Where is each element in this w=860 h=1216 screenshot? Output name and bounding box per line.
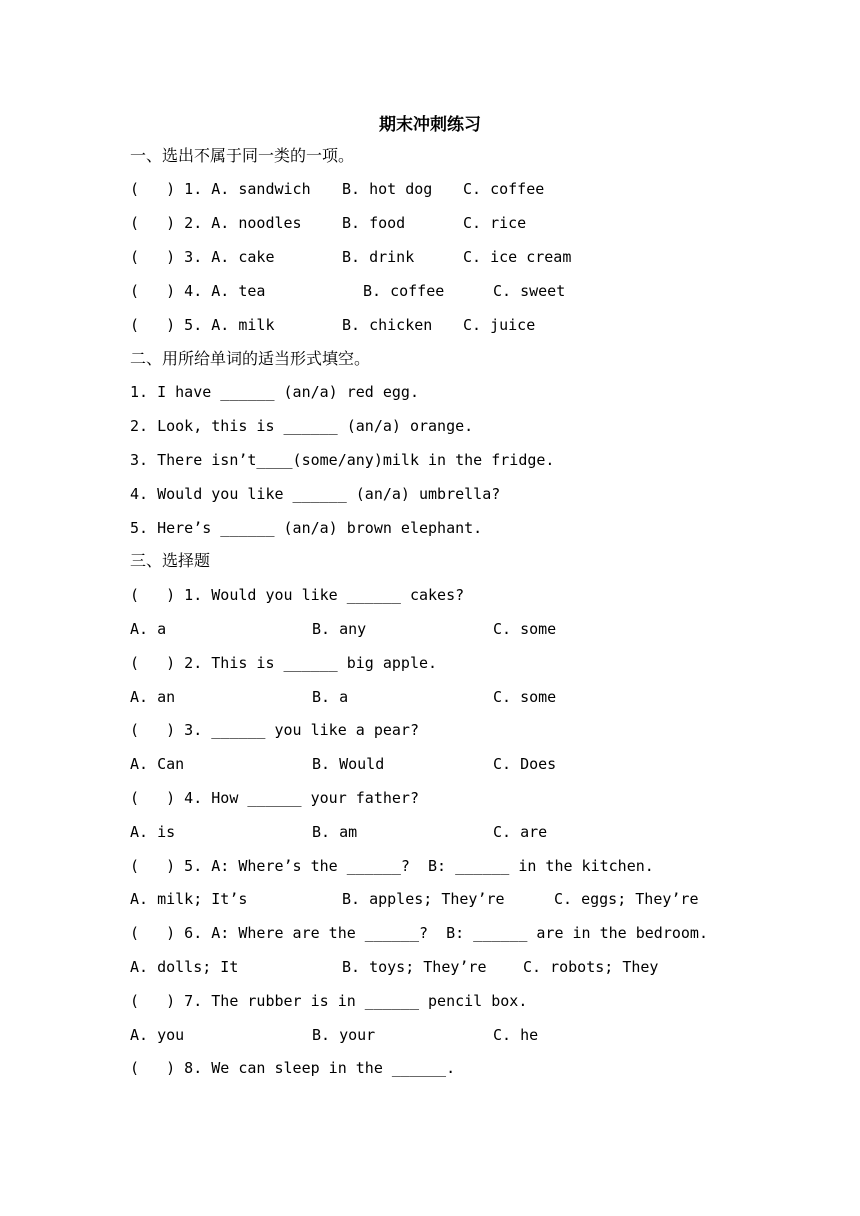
section2-item-3: 3. There isn’t____(some/any)milk in the fridge. [130, 451, 555, 469]
section1-item-4 [130, 280, 566, 302]
section3-question-3: ( ) 3. ______ you like a pear? [130, 721, 419, 739]
section1-heading: 一、选出不属于同一类的一项。 [130, 146, 355, 165]
option-b: B. hot dog [342, 180, 433, 198]
option-c: C. juice [463, 316, 536, 334]
option-c: C. coffee [463, 180, 545, 198]
section2-heading: 二、用所给单词的适当形式填空。 [130, 349, 371, 368]
option-c: C. Does [493, 755, 557, 773]
option-b: B. Would [312, 755, 385, 773]
option-c: C. sweet [493, 282, 566, 300]
section1-item-2 [130, 212, 527, 234]
option-a: A. is [130, 823, 176, 841]
option-c: C. some [493, 620, 557, 638]
option-a: A. dolls; It [130, 958, 239, 976]
option-b: B. food [342, 214, 406, 232]
section3-options-7 [130, 1024, 539, 1046]
section3-question-7: ( ) 7. The rubber is in ______ pencil box. [130, 992, 528, 1010]
section3-options-4 [130, 821, 548, 843]
section2-item-2: 2. Look, this is ______ (an/a) orange. [130, 417, 474, 435]
section3-options-2 [130, 686, 557, 708]
section1-item-5 [130, 314, 536, 336]
option-a: A. you [130, 1026, 185, 1044]
option-b: B. toys; They’re [342, 958, 487, 976]
section3-options-1 [130, 618, 557, 640]
option-a: A. an [130, 688, 176, 706]
option-c: C. ice cream [463, 248, 572, 266]
section3-heading: 三、选择题 [130, 551, 211, 570]
question-text: ( ) 3. A. cake [130, 248, 275, 266]
section2-item-4: 4. Would you like ______ (an/a) umbrella? [130, 485, 501, 503]
section3-options-6 [130, 956, 659, 978]
option-c: C. he [493, 1026, 539, 1044]
section2-item-1: 1. I have ______ (an/a) red egg. [130, 383, 419, 401]
option-b: B. apples; They’re [342, 890, 505, 908]
section3-question-6: ( ) 6. A: Where are the ______? B: ______ are in the bedroom. [130, 924, 708, 942]
question-text: ( ) 4. A. tea [130, 282, 266, 300]
option-b: B. a [312, 688, 349, 706]
option-a: A. Can [130, 755, 185, 773]
option-c: C. eggs; They’re [554, 890, 699, 908]
option-c: C. robots; They [523, 958, 659, 976]
question-text: ( ) 2. A. noodles [130, 214, 302, 232]
section3-question-1: ( ) 1. Would you like ______ cakes? [130, 586, 465, 604]
section3-options-3 [130, 753, 557, 775]
section1-item-1 [130, 178, 545, 200]
option-b: B. chicken [342, 316, 433, 334]
page-title: 期末冲刺练习 [379, 115, 481, 135]
section1-item-3 [130, 246, 572, 268]
section3-question-8: ( ) 8. We can sleep in the ______. [130, 1059, 456, 1077]
option-b: B. your [312, 1026, 376, 1044]
option-b: B. any [312, 620, 367, 638]
option-c: C. rice [463, 214, 527, 232]
option-b: B. coffee [363, 282, 445, 300]
option-b: B. drink [342, 248, 415, 266]
section2-item-5: 5. Here’s ______ (an/a) brown elephant. [130, 519, 483, 537]
option-b: B. am [312, 823, 358, 841]
section3-question-4: ( ) 4. How ______ your father? [130, 789, 419, 807]
section3-options-5 [130, 888, 699, 910]
option-a: A. a [130, 620, 167, 638]
option-c: C. some [493, 688, 557, 706]
question-text: ( ) 5. A. milk [130, 316, 275, 334]
option-c: C. are [493, 823, 548, 841]
section3-question-5: ( ) 5. A: Where’s the ______? B: ______ in the kitchen. [130, 857, 654, 875]
option-a: A. milk; It’s [130, 890, 248, 908]
question-text: ( ) 1. A. sandwich [130, 180, 311, 198]
section3-question-2: ( ) 2. This is ______ big apple. [130, 654, 438, 672]
